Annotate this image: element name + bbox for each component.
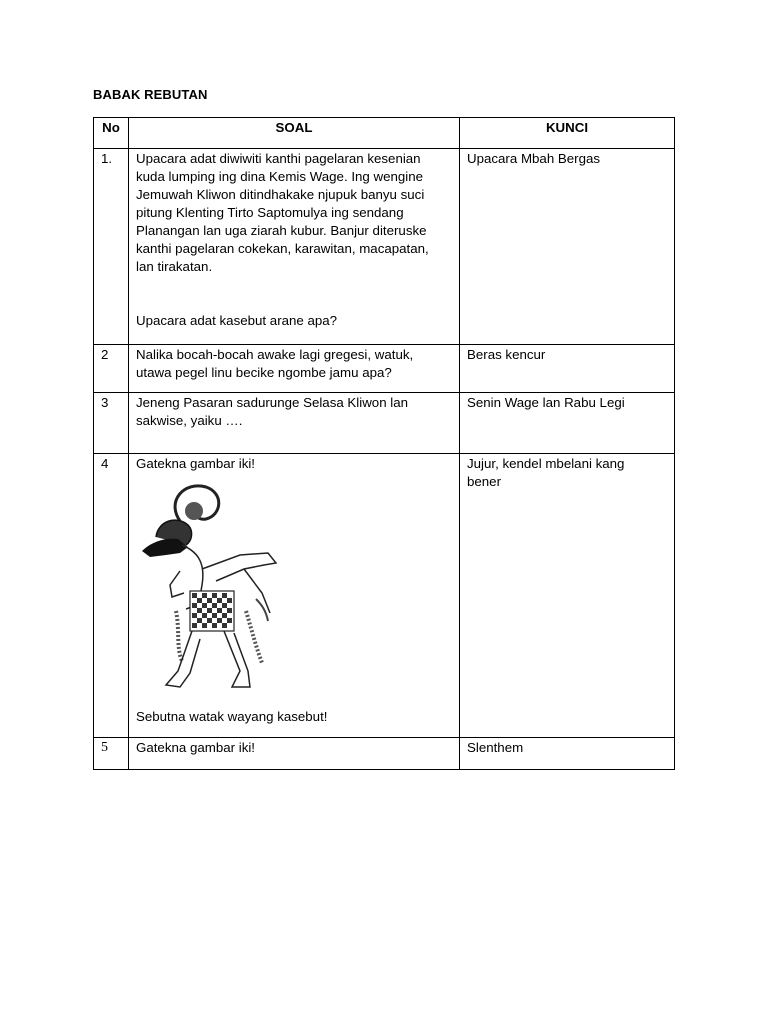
answer-line: Jujur, kendel mbelani kang [467, 456, 625, 471]
answer-cell: Upacara Mbah Bergas [467, 151, 601, 166]
answer-cell [460, 454, 674, 491]
question-line: Upacara adat diwiwiti kanthi pagelaran kesenian [136, 151, 421, 166]
answer-line: bener [467, 474, 502, 489]
question-line: sakwise, yaiku …. [136, 413, 243, 428]
question-line: lan tirakatan. [136, 259, 213, 274]
table-row [94, 149, 675, 345]
row-number: 3 [101, 395, 109, 410]
quiz-table [93, 117, 675, 770]
question-cell [129, 345, 459, 382]
header-soal: SOAL [129, 118, 460, 149]
table-row [94, 738, 675, 770]
question-line: kuda lumping ing dina Kemis Wage. Ing wengine [136, 169, 424, 184]
question-line: kanthi pagelaran cokekan, karawitan, macapatan, [136, 241, 429, 256]
question-prompt: Sebutna watak wayang kasebut! [136, 709, 328, 724]
question-cell [129, 149, 459, 330]
question-line: Jeneng Pasaran sadurunge Selasa Kliwon lan [136, 395, 409, 410]
question-prompt: Upacara adat kasebut arane apa? [136, 313, 338, 328]
table-row [94, 393, 675, 454]
row-number: 4 [101, 456, 109, 471]
table-row [94, 454, 675, 738]
question-intro: Gatekna gambar iki! [136, 456, 255, 471]
row-number: 1. [101, 151, 113, 166]
header-kunci: KUNCI [460, 118, 675, 149]
question-line: Jemuwah Kliwon ditindhakake njupuk banyu suci [136, 187, 425, 202]
page-heading: BABAK REBUTAN [93, 87, 208, 102]
question-line: pitung Klenting Tirto Saptomulya ing sendang [136, 205, 404, 220]
question-cell [129, 454, 459, 726]
question-line: Planangan lan uga ziarah kubur. Banjur diteruske [136, 223, 427, 238]
row-number: 5 [101, 740, 108, 755]
question-cell [129, 393, 459, 430]
table-row [94, 345, 675, 393]
table-header-row [94, 118, 675, 149]
wayang-puppet-image [136, 481, 301, 696]
answer-cell: Slenthem [467, 740, 524, 755]
row-number: 2 [101, 347, 109, 362]
header-no: No [94, 118, 129, 149]
answer-cell: Senin Wage lan Rabu Legi [467, 395, 625, 410]
question-line: utawa pegel linu becike ngombe jamu apa? [136, 365, 392, 380]
answer-cell: Beras kencur [467, 347, 546, 362]
question-intro: Gatekna gambar iki! [136, 740, 255, 755]
question-line: Nalika bocah-bocah awake lagi gregesi, watuk, [136, 347, 414, 362]
